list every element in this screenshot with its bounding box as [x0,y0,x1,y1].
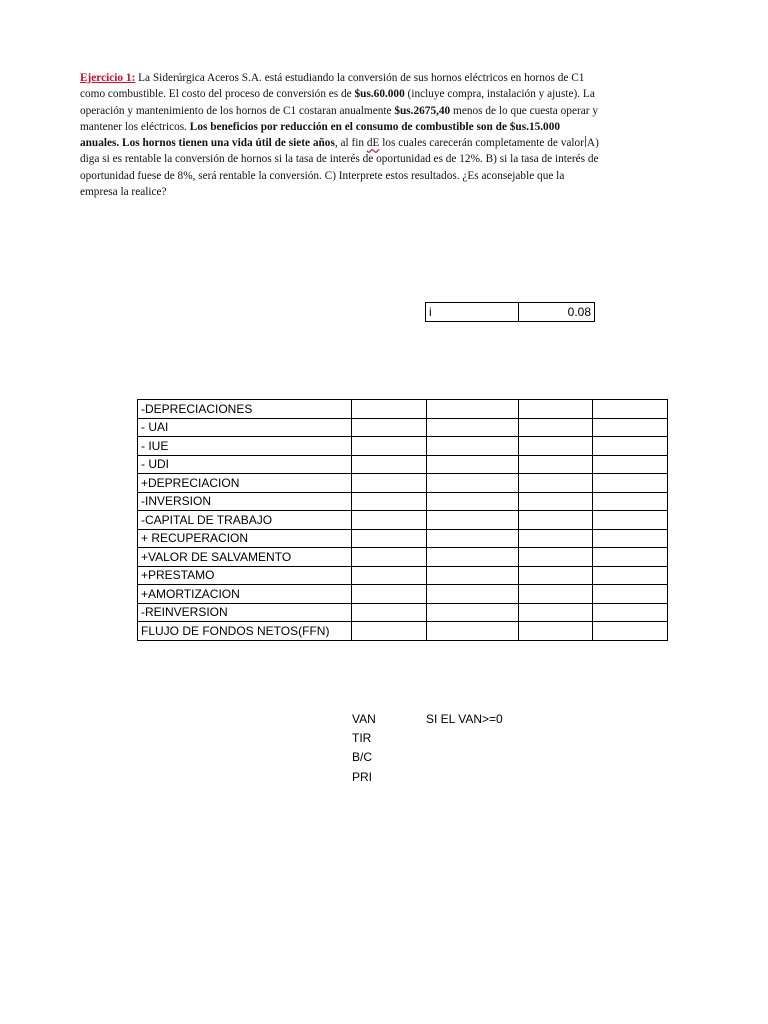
empty-cell[interactable] [593,437,668,456]
van-criterion: SI EL VAN>=0 [426,712,503,726]
empty-cell[interactable] [519,622,593,641]
interest-rate-row [426,303,595,322]
table-row [138,603,668,622]
pri-label: PRI [352,770,373,784]
bc-label: B/C [352,750,373,764]
empty-cell[interactable] [593,566,668,585]
empty-cell[interactable] [593,548,668,567]
empty-cell[interactable] [593,511,668,530]
empty-cell[interactable] [352,511,427,530]
table-row [138,418,668,437]
empty-cell[interactable] [593,455,668,474]
empty-cell[interactable] [427,566,519,585]
exercise-label: Ejercicio 1 [80,72,132,84]
empty-cell[interactable] [519,474,593,493]
empty-cell[interactable] [352,437,427,456]
table-row [138,585,668,604]
exercise-text-3: menos de lo que cuesta operar y mantener los eléctricos. [80,104,598,133]
row-label[interactable]: -INVERSION [138,492,352,511]
empty-cell[interactable] [519,400,593,419]
empty-cell[interactable] [352,622,427,641]
interest-rate-table [425,302,595,322]
empty-cell[interactable] [427,511,519,530]
interest-rate-value[interactable]: 0.08 [519,303,595,322]
row-label[interactable]: +PRESTAMO [138,566,352,585]
empty-cell[interactable] [519,492,593,511]
empty-cell[interactable] [427,585,519,604]
exercise-label-colon: : [131,72,136,84]
empty-cell[interactable] [427,474,519,493]
table-row [138,474,668,493]
table-row [138,548,668,567]
empty-cell[interactable] [352,566,427,585]
empty-cell[interactable] [519,511,593,530]
row-label[interactable]: FLUJO DE FONDOS NETOS(FFN) [138,622,352,641]
cash-flow-table [137,399,668,641]
exercise-statement [80,70,600,200]
row-label[interactable]: -CAPITAL DE TRABAJO [138,511,352,530]
row-label[interactable]: -REINVERSION [138,603,352,622]
empty-cell[interactable] [427,603,519,622]
empty-cell[interactable] [427,455,519,474]
empty-cell[interactable] [593,603,668,622]
row-label[interactable]: +VALOR DE SALVAMENTO [138,548,352,567]
empty-cell[interactable] [352,418,427,437]
empty-cell[interactable] [593,622,668,641]
empty-cell[interactable] [352,455,427,474]
empty-cell[interactable] [519,418,593,437]
exercise-text-5: los cuales carecerán completamente de valor [379,137,584,150]
empty-cell[interactable] [427,437,519,456]
table-row [138,437,668,456]
empty-cell[interactable] [352,474,427,493]
empty-cell[interactable] [519,455,593,474]
empty-cell[interactable] [427,622,519,641]
exercise-text-4: , al fin [334,137,367,150]
empty-cell[interactable] [427,548,519,567]
exercise-questions: A) diga si es rentable la conversión de hornos si la tasa de interés de oportunidad es de 12%. B) si la tasa de interés de oportunidad fuese de 8%, será rentable la conversión. C) Interprete estos resultados. ¿Es aconsejable que la empresa la realice? [80,137,599,199]
empty-cell[interactable] [519,566,593,585]
table-row [138,511,668,530]
empty-cell[interactable] [427,492,519,511]
benefits-statement: Los beneficios por reducción en el consumo de combustible son de $us.15.000 anuales. Los hornos tienen una vida útil de siete años [80,120,561,150]
empty-cell[interactable] [593,492,668,511]
table-row [138,529,668,548]
row-label[interactable]: - UDI [138,455,352,474]
empty-cell[interactable] [519,529,593,548]
empty-cell[interactable] [352,585,427,604]
interest-rate-label[interactable]: i [426,303,519,322]
empty-cell[interactable] [519,603,593,622]
table-row [138,492,668,511]
exercise-text-2: (incluye compra, instalación y ajuste). La operación y mantenimiento de los hornos de C1 costaran anualmente [80,88,595,117]
text-cursor-icon [585,136,586,147]
row-label[interactable]: + RECUPERACION [138,529,352,548]
empty-cell[interactable] [352,529,427,548]
empty-cell[interactable] [593,585,668,604]
misspelled-word: dE [366,137,380,150]
maintenance-saving: $us.2675,40 [394,104,451,117]
row-label[interactable]: - IUE [138,437,352,456]
tir-label: TIR [352,731,372,745]
empty-cell[interactable] [519,548,593,567]
table-row [138,400,668,419]
table-row [138,455,668,474]
van-label: VAN [352,712,376,726]
empty-cell[interactable] [593,474,668,493]
empty-cell[interactable] [519,585,593,604]
exercise-text-1: La Siderúrgica Aceros S.A. está estudiando la conversión de sus hornos eléctricos en hornos de C1 como combustible. El costo del proceso de conversión es de [80,72,585,101]
table-row [138,622,668,641]
row-label[interactable]: - UAI [138,418,352,437]
empty-cell[interactable] [593,418,668,437]
empty-cell[interactable] [593,400,668,419]
row-label[interactable]: +DEPRECIACION [138,474,352,493]
table-row [138,566,668,585]
conversion-cost: $us.60.000 [354,88,405,101]
empty-cell[interactable] [519,437,593,456]
empty-cell[interactable] [352,492,427,511]
row-label[interactable]: +AMORTIZACION [138,585,352,604]
empty-cell[interactable] [427,418,519,437]
empty-cell[interactable] [352,400,427,419]
empty-cell[interactable] [427,529,519,548]
empty-cell[interactable] [593,529,668,548]
empty-cell[interactable] [352,603,427,622]
empty-cell[interactable] [352,548,427,567]
empty-cell[interactable] [427,400,519,419]
row-label[interactable]: -DEPRECIACIONES [138,400,352,419]
